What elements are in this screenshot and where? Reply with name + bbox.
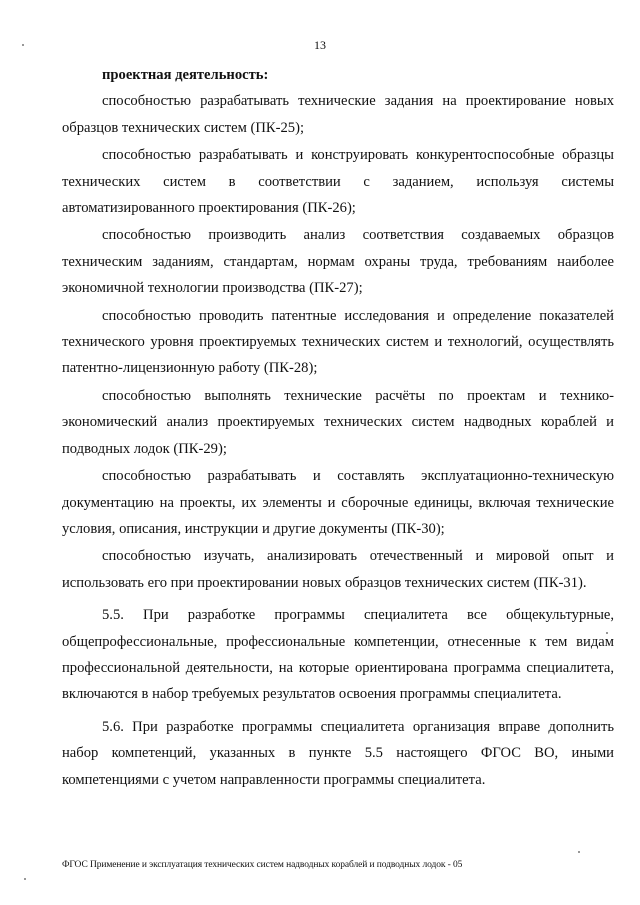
paragraph-pk28: способностью проводить патентные исследования и определение показателей технического уровня проектируемых технических систем и технологий, осуществлять патентно-лицензионную работу (ПК-28);	[62, 307, 614, 377]
paragraph-5-6: 5.6. При разработке программы специалитета организация вправе дополнить набор компетенций, указанных в пункте 5.5 настоящего ФГОС ВО, иными компетенциями с учетом направленности программы специалитета.	[62, 718, 614, 788]
page-number: 13	[314, 38, 326, 52]
paragraph-pk31: способностью изучать, анализировать отечественный и мировой опыт и использовать его при проектировании новых образцов технических систем (ПК-31).	[62, 548, 614, 591]
scan-speck	[22, 44, 24, 46]
paragraph-pk27: способностью производить анализ соответствия создаваемых образцов техническим заданиям, стандартам, нормам охраны труда, требованиям наиболее экономичной технологии производства (ПК-27);	[62, 227, 614, 297]
document-body	[62, 62, 614, 794]
scan-speck	[578, 851, 580, 853]
scan-speck	[24, 878, 26, 880]
paragraph-pk30: способностью разрабатывать и составлять эксплуатационно-техническую документацию на проекты, их элементы и сборочные единицы, включая технические условия, описания, инструкции и другие документы (ПК-30);	[62, 468, 614, 537]
paragraph-5-5: 5.5. При разработке программы специалитета все общекультурные, общепрофессиональные, профессиональные компетенции, отнесенные к тем видам профессиональной деятельности, на которые ориентирована программа специалитета, включаются в набор требуемых результатов освоения программы специалитета.	[62, 607, 614, 703]
scan-speck	[606, 632, 608, 634]
paragraph-pk25: способностью разрабатывать технические задания на проектирование новых образцов технических систем (ПК-25);	[62, 93, 614, 136]
page-footer: ФГОС Применение и эксплуатация технических систем надводных кораблей и подводных лодок - 05	[62, 860, 463, 870]
paragraph-pk29: способностью выполнять технические расчёты по проектам и технико-экономический анализ проектируемых технических систем надводных кораблей и подводных лодок (ПК-29);	[62, 387, 614, 457]
section-heading: проектная деятельность:	[102, 67, 269, 83]
paragraph-pk26: способностью разрабатывать и конструировать конкурентоспособные образцы технических систем в соответствии с заданием, используя системы автоматизированного проектирования (ПК-26);	[62, 147, 614, 217]
